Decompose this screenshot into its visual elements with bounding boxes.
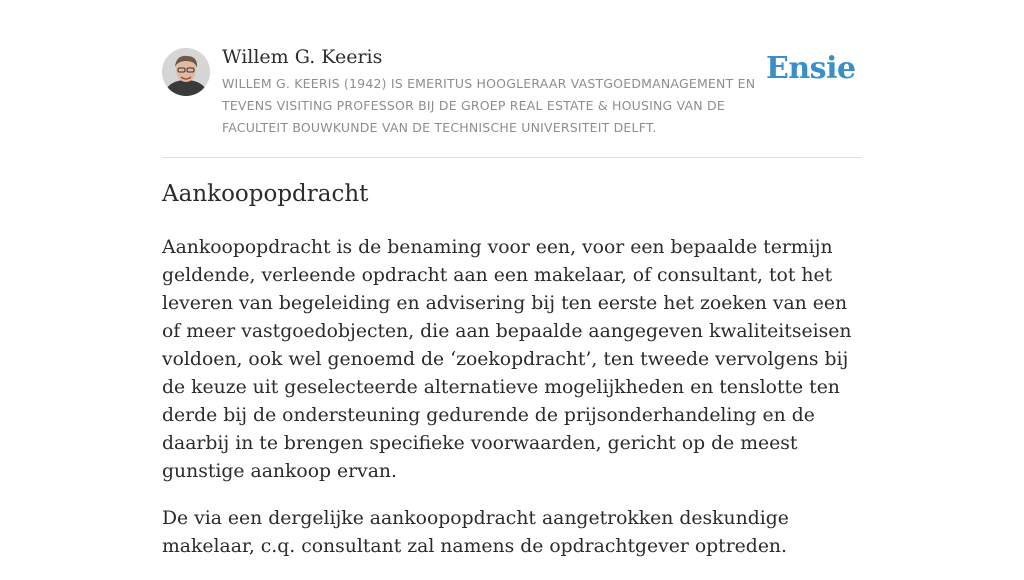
author-bio: WILLEM G. KEERIS (1942) IS EMERITUS HOOGLERAAR VASTGOEDMANAGEMENT EN TEVENS VISITING PROFESSOR BIJ DE GROEP REAL ESTATE & HOUSING VAN DE FACULTEIT BOUWKUNDE VAN DE TECHNISCHE UNIVERSITEIT DELFT.	[222, 76, 756, 135]
article-body	[162, 234, 862, 580]
author-avatar[interactable]	[162, 48, 210, 96]
page-content	[162, 0, 862, 557]
author-name[interactable]: Willem G. Keeris	[222, 46, 383, 68]
author-photo-icon	[162, 48, 210, 96]
author-header	[162, 0, 862, 158]
brand-logo[interactable]: Ensie	[766, 51, 856, 86]
article-paragraph: De via een dergelijke aankoopopdracht aangetrokken deskundige makelaar, c.q. consultant zal namens de opdrachtgever optreden.	[162, 508, 789, 557]
article-paragraph: Aankoopopdracht is de benaming voor een, voor een bepaalde termijn geldende, verleende opdracht aan een makelaar, of consultant, tot het leveren van begeleiding en advisering bij ten eerste het zoeken van een of meer vastgoedobjecten, die aan bepaalde aangegeven kwaliteitseisen voldoen, ook wel genoemd de ‘zoekopdracht’, ten tweede vervolgens bij de keuze uit geselecteerde alternatieve mogelijkheden en tenslotte ten derde bij de ondersteuning gedurende de prijsonderhandeling en de daarbij in te brengen specifieke voorwaarden, gericht op de meest gunstige aankoop ervan.	[162, 237, 852, 482]
article-title: Aankoopopdracht	[162, 181, 369, 207]
